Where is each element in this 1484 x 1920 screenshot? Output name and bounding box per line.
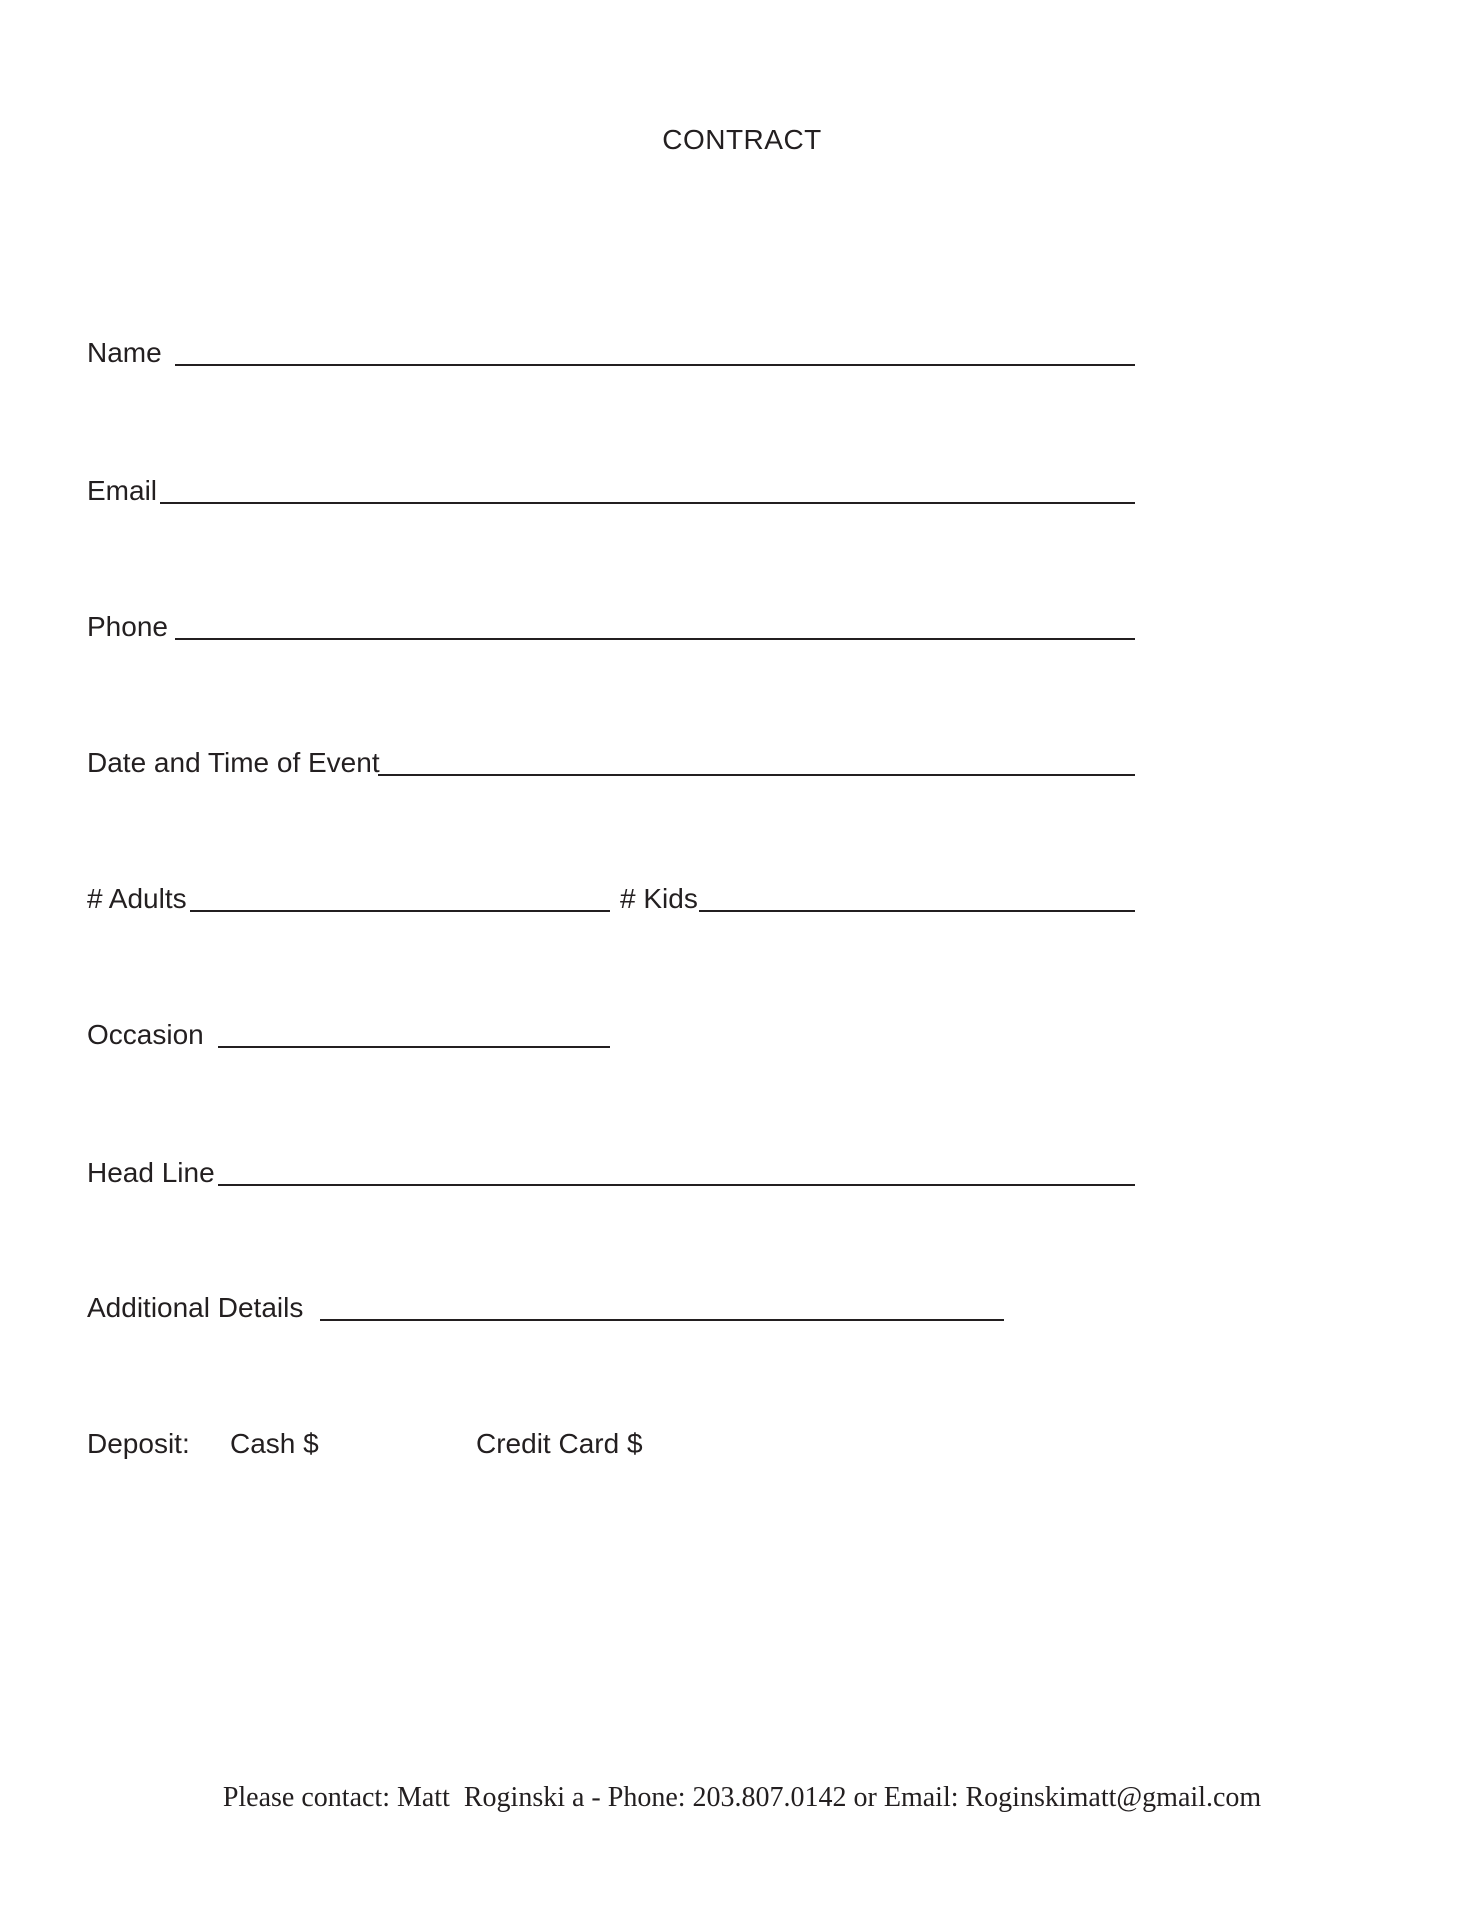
date-time-field-line[interactable] [378, 774, 1135, 776]
kids-label: # Kids [620, 883, 698, 914]
headline-field-line[interactable] [218, 1184, 1135, 1186]
email-label: Email [87, 475, 158, 506]
adults-label: # Adults [87, 883, 187, 914]
email-field-line[interactable] [160, 502, 1135, 504]
contact-footer: Please contact: Matt Roginski a - Phone: 203.807.0142 or Email: Roginskimatt@gmail.com [222, 1782, 1262, 1813]
name-label: Name [87, 337, 162, 368]
name-field-line[interactable] [175, 364, 1135, 366]
occasion-field-line[interactable] [218, 1046, 610, 1048]
phone-label: Phone [87, 611, 168, 642]
kids-field-line[interactable] [699, 910, 1135, 912]
adults-field-line[interactable] [190, 910, 610, 912]
occasion-label: Occasion [87, 1019, 204, 1050]
page-title: CONTRACT [662, 124, 822, 155]
deposit-label: Deposit: [87, 1428, 190, 1459]
additional-details-field-line[interactable] [320, 1319, 1004, 1321]
additional-details-label: Additional Details [87, 1292, 304, 1323]
phone-field-line[interactable] [175, 638, 1135, 640]
date-time-label: Date and Time of Event [87, 747, 380, 778]
headline-label: Head Line [87, 1157, 215, 1188]
cash-label: Cash $ [230, 1428, 319, 1459]
credit-card-label: Credit Card $ [476, 1428, 643, 1459]
